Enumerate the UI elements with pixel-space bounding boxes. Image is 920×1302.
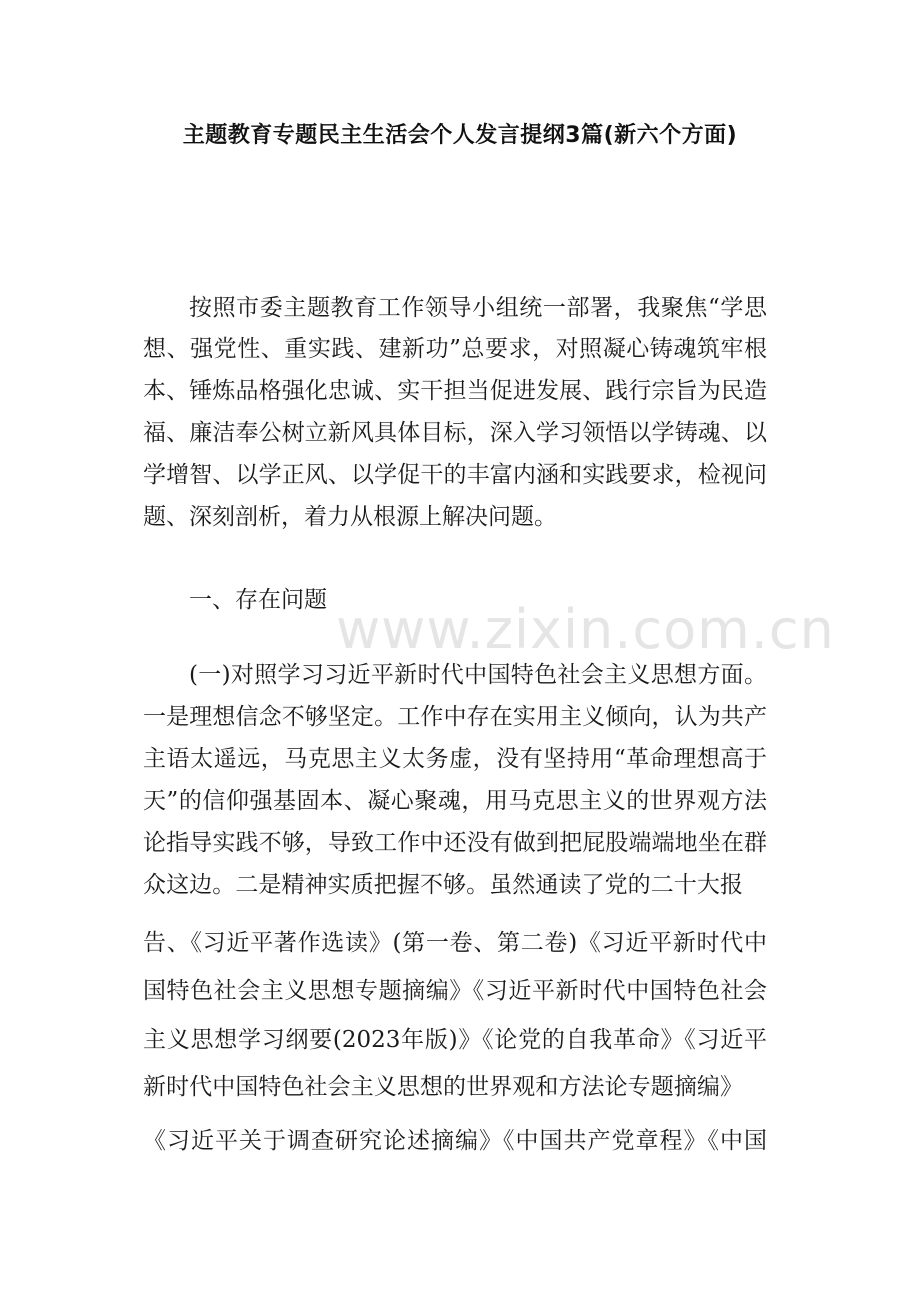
paragraph-line: 论指导实践不够，导致工作中还没有做到把屁股端端地坐在群 [143,830,767,856]
paragraph-line: (一)对照学习习近平新时代中国特色社会主义思想方面。 [189,662,767,688]
paragraph-line: 众这边。二是精神实质把握不够。虽然通读了党的二十大报 [143,872,743,898]
section-heading: 一、存在问题 [189,587,327,613]
paragraph-line: 一是理想信念不够坚定。工作中存在实用主义倾向，认为共产 [143,704,767,730]
paragraph-line: 主义思想学习纲要(2023年版)》《论党的自我革命》《习近平 [143,1027,767,1053]
paragraph-line: 学增智、以学正风、以学促干的丰富内涵和实践要求，检视问 [143,462,767,488]
paragraph-line: 《习近平关于调查研究论述摘编》《中国共产党章程》《中国 [143,1128,767,1154]
paragraph-line: 主语太遥远，马克思主义太务虚，没有坚持用“革命理想高于 [143,746,767,772]
paragraph-line: 福、廉洁奉公树立新风具体目标，深入学习领悟以学铸魂、以 [143,420,767,446]
paragraph-line: 本、锤炼品格强化忠诚、实干担当促进发展、践行宗旨为民造 [143,378,767,404]
paragraph-line: 新时代中国特色社会主义思想的世界观和方法论专题摘编》 [143,1074,743,1100]
paragraph-line: 国特色社会主义思想专题摘编》《习近平新时代中国特色社会 [143,978,767,1004]
document-title: 主题教育专题民主生活会个人发言提纲3篇(新六个方面) [182,123,738,148]
paragraph-line: 按照市委主题教育工作领导小组统一部署，我聚焦“学思 [189,295,767,321]
paragraph-line: 天”的信仰强基固本、凝心聚魂，用马克思主义的世界观方法 [143,788,767,814]
paragraph-line: 想、强党性、重实践、建新功”总要求，对照凝心铸魂筑牢根 [143,336,767,362]
paragraph-line: 告、《习近平著作选读》(第一卷、第二卷)《习近平新时代中 [143,930,767,956]
watermark: www.zixin.com.cn [336,598,835,661]
paragraph-line: 题、深刻剖析，着力从根源上解决问题。 [143,504,557,530]
